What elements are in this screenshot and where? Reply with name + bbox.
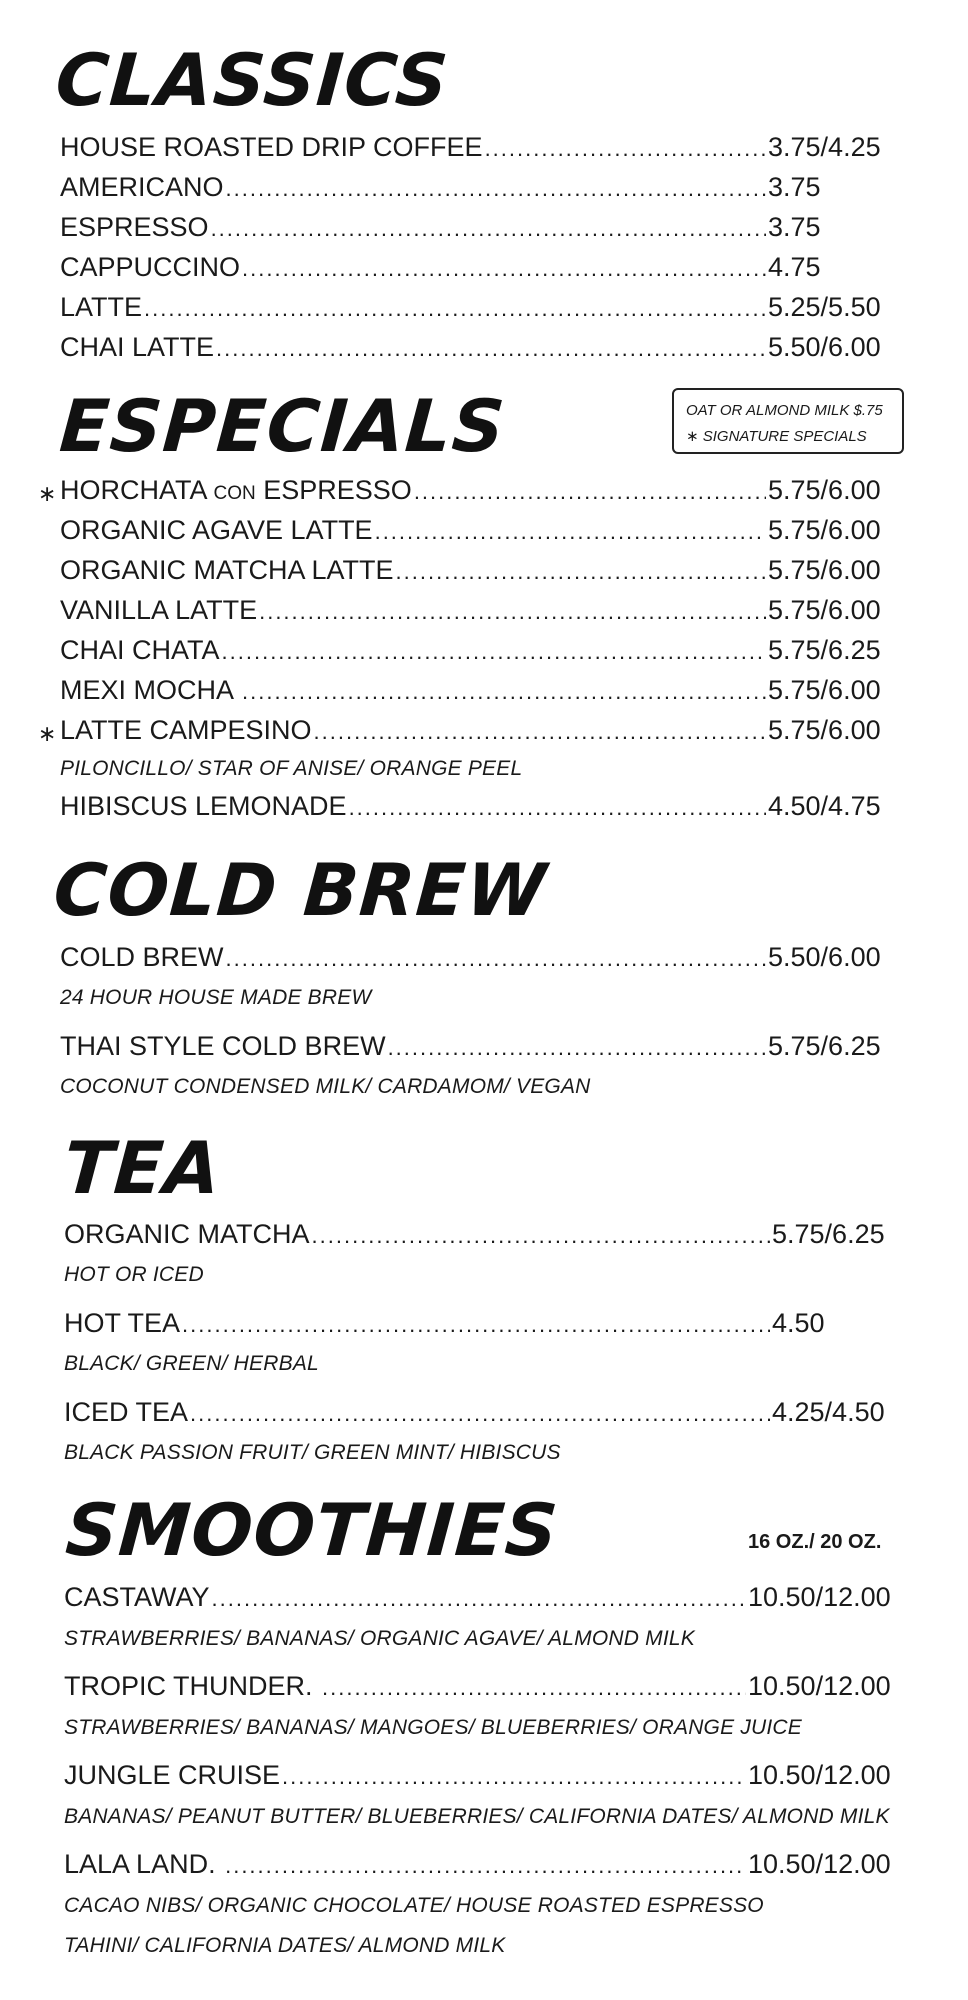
menu-item	[64, 1310, 908, 1337]
milk-note-box	[672, 388, 904, 454]
item-description: BANANAS/ PEANUT BUTTER/ BLUEBERRIES/ CALIFORNIA DATES/ ALMOND MILK	[64, 1805, 890, 1828]
item-description: HOT OR ICED	[64, 1263, 204, 1286]
menu-item	[60, 294, 908, 321]
item-description: PILONCILLO/ STAR OF ANISE/ ORANGE PEEL	[60, 757, 523, 780]
item-price: 5.75/6.25	[768, 1031, 881, 1061]
menu-item	[64, 1851, 908, 1878]
menu-item	[64, 1673, 908, 1700]
item-price: 10.50/12.00	[748, 1760, 891, 1790]
item-price: 5.50/6.00	[768, 942, 881, 972]
leader-dots	[414, 481, 766, 503]
menu-item	[60, 174, 908, 201]
menu-item	[64, 1762, 908, 1789]
item-name	[60, 477, 412, 504]
menu-item	[60, 557, 908, 584]
item-price: 5.75/6.00	[768, 515, 881, 545]
item-name: AMERICANO	[60, 172, 224, 202]
leader-dots	[242, 681, 766, 703]
leader-dots	[144, 298, 766, 320]
item-name: JUNGLE CRUISE	[64, 1760, 281, 1790]
item-price: 4.25/4.50	[772, 1397, 885, 1427]
section-title-smoothies: SMOOTHIES	[63, 1488, 562, 1572]
item-price: 5.75/6.00	[768, 475, 881, 505]
item-price: 5.75/6.00	[768, 595, 881, 625]
section-title-especials: ESPECIALS	[57, 384, 509, 468]
item-description: COCONUT CONDENSED MILK/ CARDAMOM/ VEGAN	[60, 1075, 591, 1098]
item-name: ORGANIC MATCHA	[64, 1219, 310, 1249]
item-name: CHAI LATTE	[60, 332, 215, 362]
asterisk-icon: ∗	[38, 481, 57, 506]
item-price: 10.50/12.00	[748, 1849, 891, 1879]
leader-dots	[375, 521, 766, 543]
item-price: 10.50/12.00	[748, 1671, 891, 1701]
item-price: 5.75/6.25	[768, 635, 881, 665]
item-price: 5.50/6.00	[768, 332, 881, 362]
asterisk-icon: ∗	[38, 721, 57, 746]
item-name: TROPIC THUNDER.	[64, 1671, 321, 1701]
item-price: 5.75/6.00	[768, 555, 881, 585]
menu-item	[64, 1584, 908, 1611]
leader-dots	[182, 1314, 770, 1336]
menu-item	[64, 1399, 908, 1426]
leader-dots	[388, 1037, 766, 1059]
leader-dots	[242, 258, 766, 280]
leader-dots	[226, 948, 766, 970]
item-name: ORGANIC MATCHA LATTE	[60, 555, 394, 585]
note-signature-label: SIGNATURE SPECIALS	[702, 428, 867, 445]
section-title-classics: CLASSICS	[53, 38, 452, 122]
leader-dots	[485, 138, 766, 160]
item-name-part: ESPRESSO	[255, 475, 412, 505]
menu-item	[60, 717, 908, 744]
item-name-small: CON	[213, 483, 256, 504]
size-label: 16 OZ./ 20 OZ.	[748, 1531, 882, 1553]
leader-dots	[211, 218, 766, 240]
leader-dots	[314, 721, 766, 743]
item-name: COLD BREW	[60, 942, 224, 972]
item-description: STRAWBERRIES/ BANANAS/ ORGANIC AGAVE/ ALMOND MILK	[64, 1627, 695, 1650]
menu-item	[60, 477, 908, 504]
note-signature	[686, 424, 890, 450]
menu-item	[60, 254, 908, 281]
item-name: LATTE	[60, 292, 143, 322]
leader-dots	[212, 1588, 746, 1610]
menu-item	[60, 517, 908, 544]
item-description: BLACK PASSION FRUIT/ GREEN MINT/ HIBISCUS	[64, 1441, 561, 1464]
leader-dots	[225, 1855, 746, 1877]
leader-dots	[259, 601, 766, 623]
section-title-tea: TEA	[61, 1126, 224, 1210]
item-name: MEXI MOCHA	[60, 675, 241, 705]
item-name: ORGANIC AGAVE LATTE	[60, 515, 373, 545]
item-price: 5.75/6.00	[768, 715, 881, 745]
item-name-part: HORCHATA	[60, 475, 214, 505]
leader-dots	[349, 797, 766, 819]
leader-dots	[216, 338, 766, 360]
item-name: HOT TEA	[64, 1308, 181, 1338]
menu-item	[60, 214, 908, 241]
note-milk-upcharge: OAT OR ALMOND MILK $.75	[686, 402, 883, 419]
item-price: 5.25/5.50	[768, 292, 881, 322]
item-name: CASTAWAY	[64, 1582, 210, 1612]
item-description: TAHINI/ CALIFORNIA DATES/ ALMOND MILK	[64, 1934, 506, 1957]
item-description: 24 HOUR HOUSE MADE BREW	[60, 986, 372, 1009]
leader-dots	[396, 561, 766, 583]
item-name: CHAI CHATA	[60, 635, 220, 665]
item-price: 3.75	[768, 212, 821, 242]
item-name: LALA LAND.	[64, 1849, 224, 1879]
section-title-cold-brew: COLD BREW	[51, 848, 550, 932]
asterisk-icon: ∗	[686, 428, 699, 445]
item-price: 3.75	[768, 172, 821, 202]
item-name: VANILLA LATTE	[60, 595, 258, 625]
leader-dots	[282, 1766, 746, 1788]
item-price: 4.75	[768, 252, 821, 282]
menu-item	[60, 134, 908, 161]
menu-item	[60, 597, 908, 624]
item-price: 4.50/4.75	[768, 791, 881, 821]
leader-dots	[226, 178, 766, 200]
menu-item	[60, 334, 908, 361]
item-description: CACAO NIBS/ ORGANIC CHOCOLATE/ HOUSE ROASTED ESPRESSO	[64, 1894, 764, 1917]
item-name: CAPPUCCINO	[60, 252, 241, 282]
item-price: 5.75/6.25	[772, 1219, 885, 1249]
item-description: BLACK/ GREEN/ HERBAL	[64, 1352, 319, 1375]
leader-dots	[322, 1677, 746, 1699]
menu-item	[64, 1221, 908, 1248]
item-name: THAI STYLE COLD BREW	[60, 1031, 386, 1061]
item-name: LATTE CAMPESINO	[60, 715, 312, 745]
item-name: HIBISCUS LEMONADE	[60, 791, 347, 821]
leader-dots	[222, 641, 766, 663]
menu-item	[60, 793, 908, 820]
item-price: 10.50/12.00	[748, 1582, 891, 1612]
leader-dots	[190, 1403, 770, 1425]
item-description: STRAWBERRIES/ BANANAS/ MANGOES/ BLUEBERRIES/ ORANGE JUICE	[64, 1716, 803, 1739]
menu-item	[60, 944, 908, 971]
item-name: ESPRESSO	[60, 212, 209, 242]
item-price: 3.75/4.25	[768, 132, 881, 162]
item-price: 5.75/6.00	[768, 675, 881, 705]
item-name: HOUSE ROASTED DRIP COFFEE	[60, 132, 483, 162]
item-name: ICED TEA	[64, 1397, 189, 1427]
menu-item	[60, 677, 908, 704]
leader-dots	[312, 1225, 770, 1247]
item-price: 4.50	[772, 1308, 825, 1338]
menu-item	[60, 1033, 908, 1060]
menu-item	[60, 637, 908, 664]
